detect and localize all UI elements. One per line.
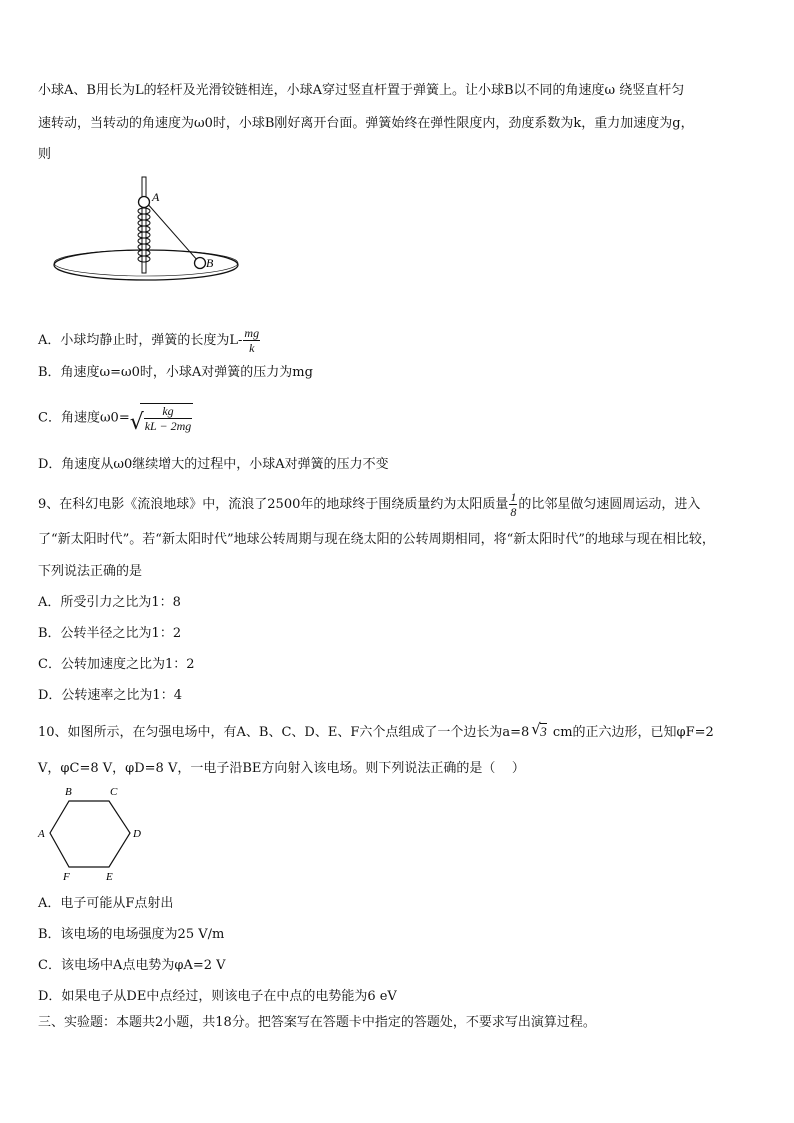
q8-option-d: D．角速度从ω0继续增大的过程中，小球A对弹簧的压力不变	[38, 457, 389, 472]
q10-option-b: B．该电场的电场强度为25 V/m	[38, 927, 225, 942]
q9-option-d: D．公转速率之比为1：4	[38, 688, 182, 703]
label-b: B	[206, 256, 214, 270]
hexagon-figure	[34, 782, 154, 886]
hex-label-d: D	[133, 828, 141, 840]
q8-stem-line-1: 小球A、B用长为L的轻杆及光滑铰链相连，小球A穿过竖直杆置于弹簧上。让小球B以不同的角速度ω 绕竖直杆匀	[38, 83, 685, 98]
q8-stem-line-2: 速转动，当转动的角速度为ω0时，小球B刚好离开台面。弹簧始终在弹性限度内，劲度系数为k，重力加速度为g，	[38, 116, 694, 131]
ball-a	[139, 197, 150, 208]
hex-label-e: E	[106, 871, 113, 883]
q8-stem-line-3: 则	[38, 147, 52, 162]
q10-option-a: A．电子可能从F点射出	[38, 896, 174, 911]
q9-stem-line-3: 下列说法正确的是	[38, 564, 143, 579]
q8-option-a: A．小球均静止时，弹簧的长度为L- $\frac{mg}{k}$	[38, 326, 260, 355]
q9-stem-line-2: 了“新太阳时代”。若“新太阳时代”地球公转周期与现在绕太阳的公转周期相同，将“新太阳时代”的地球与现在相比较，	[38, 532, 715, 547]
hex-label-a: A	[38, 828, 45, 840]
sqrt-three: √ 3	[531, 720, 547, 739]
hex-label-f: F	[63, 871, 70, 883]
q9-option-c: C．公转加速度之比为1：2	[38, 657, 195, 672]
fraction-mg-over-k: $\frac{mg}{k}$	[244, 326, 260, 355]
hexagon	[50, 801, 130, 867]
label-a: A	[152, 190, 160, 204]
ball-b	[195, 258, 206, 269]
q8-option-c: C．角速度ω0= √ $\frac{kg}{kL - 2mg}$	[38, 404, 192, 435]
q10-option-d: D．如果电子从DE中点经过，则该电子在中点的电势能为6 eV	[38, 989, 397, 1004]
hex-label-c: C	[110, 786, 118, 798]
fraction-one-eighth: $\frac{1}{8}$	[510, 490, 517, 519]
q9-option-a: A．所受引力之比为1：8	[38, 595, 181, 610]
q10-stem-line-1: 10、如图所示，在匀强电场中，有A、B、C、D、E、F六个点组成了一个边长为a=8 √ 3 cm的正六边形，已知φF=2	[38, 720, 714, 740]
hex-label-b: B	[65, 786, 72, 798]
q8-figure	[50, 175, 250, 287]
sqrt-expression: √ $\frac{kg}{kL - 2mg}$	[129, 404, 192, 435]
section-3-heading: 三、实验题：本题共2小题，共18分。把答案写在答题卡中指定的答题处，不要求写出演算过程。	[38, 1015, 596, 1030]
q9-option-b: B．公转半径之比为1：2	[38, 626, 182, 641]
q10-option-c: C．该电场中A点电势为φA=2 V	[38, 958, 226, 973]
vertical-rod	[142, 177, 146, 273]
q8-option-b: B．角速度ω=ω0时，小球A对弹簧的压力为mg	[38, 365, 313, 380]
q9-stem-line-1: 9、在科幻电影《流浪地球》中，流浪了2500年的地球终于围绕质量约为太阳质量 $\frac{1}{8}$ 的比邻星做匀速圆周运动，进入	[38, 490, 701, 519]
q10-stem-line-2: V，φC=8 V，φD=8 V，一电子沿BE方向射入该电场。则下列说法正确的是（ ）	[38, 761, 525, 776]
